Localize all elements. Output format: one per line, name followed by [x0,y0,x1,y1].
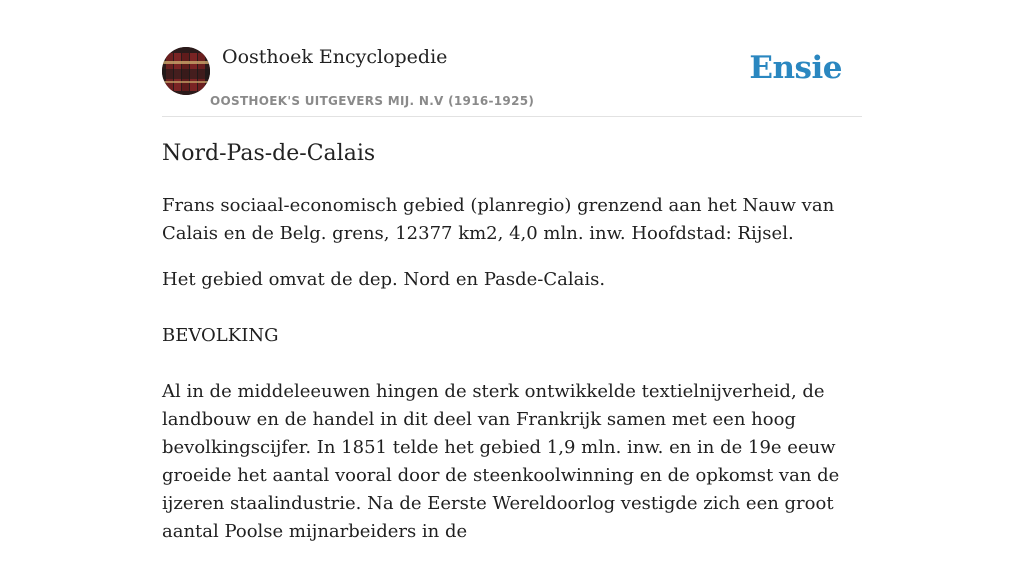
source-title[interactable]: Oosthoek Encyclopedie [222,46,448,68]
article-paragraph: Frans sociaal-economisch gebied (planregio) grenzend aan het Nauw van Calais en de Belg. grens, 12377 km2, 4,0 mln. inw. Hoofdstad: Rijsel. [162,195,835,244]
page-title: Nord-Pas-de-Calais [162,141,376,166]
source-header [162,40,862,117]
article-paragraph: Al in de middeleeuwen hingen de sterk ontwikkelde textielnijverheid, de landbouw en de handel in dit deel van Frankrijk samen met een hoog bevolkingscijfer. In 1851 telde het gebied 1,9 mln. inw. en in de 19e eeuw groeide het aantal vooral door de steenkoolwinning en de opkomst van de ijzeren staalindustrie. Na de Eerste Wereldoorlog vestigde zich een groot aantal Poolse mijnarbeiders in de [162,381,840,542]
brand-logo-link[interactable]: Ensie [749,50,842,86]
section-heading: BEVOLKING [162,325,279,346]
encyclopedia-books-icon[interactable] [162,47,210,95]
article-content [162,138,867,564]
source-subtitle: OOSTHOEK'S UITGEVERS MIJ. N.V (1916-1925) [210,94,535,108]
article-paragraph: Het gebied omvat de dep. Nord en Pasde-Calais. [162,269,606,290]
